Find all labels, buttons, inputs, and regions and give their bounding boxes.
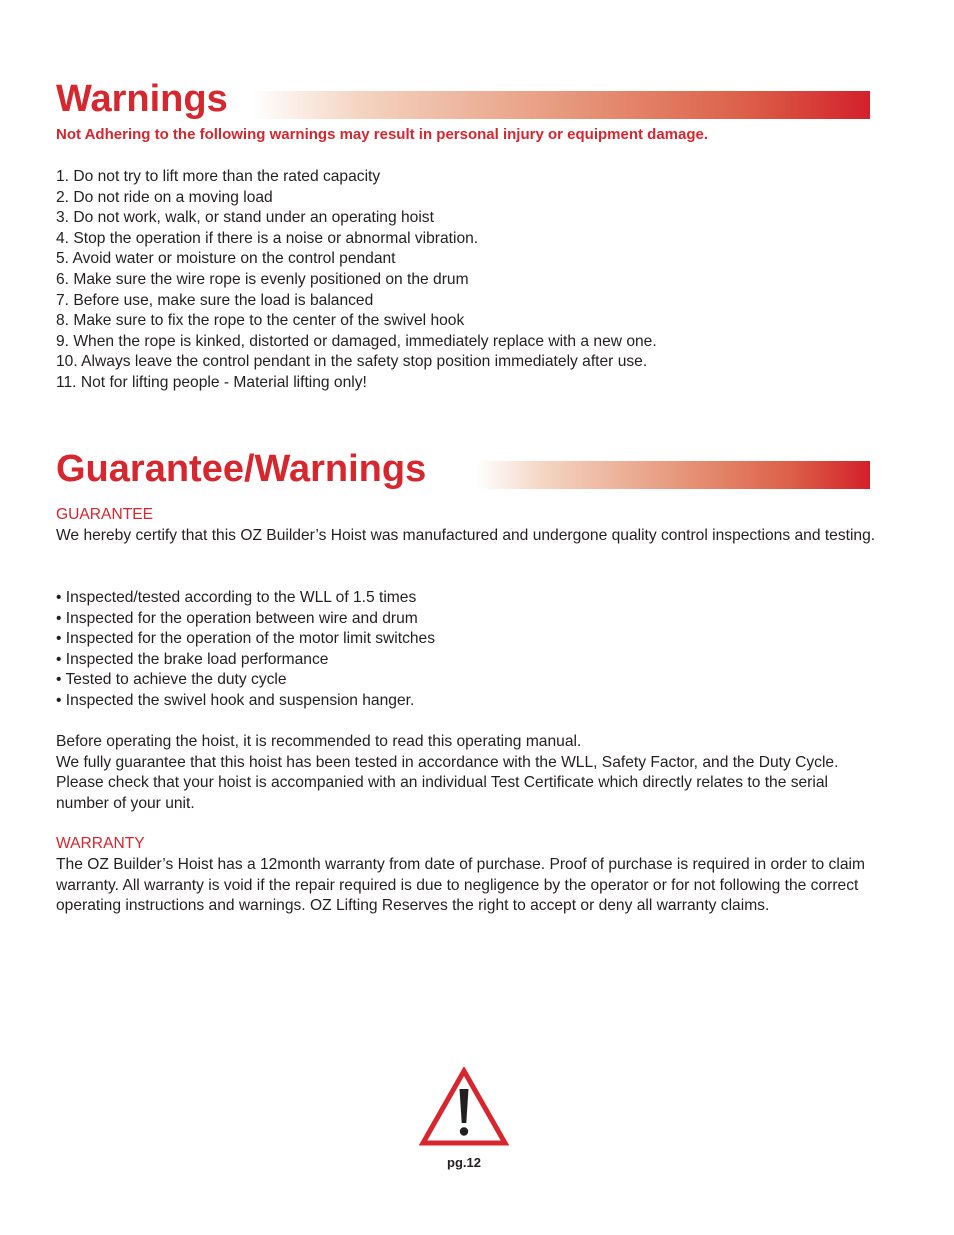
list-item: 9. When the rope is kinked, distorted or damaged, immediately replace with a new one. [56, 332, 657, 350]
guarantee-heading [56, 449, 870, 489]
list-item: 3. Do not work, walk, or stand under an operating hoist [56, 209, 434, 227]
list-item: 10. Always leave the control pendant in the safety stop position immediately after use. [56, 353, 648, 371]
warranty-text: The OZ Builder’s Hoist has a 12month warranty from date of purchase. Proof of purchase is required in order to claim warranty. All warranty is void if the repair required is due to negligence by the operator or for not following the correct operating instructions and warnings. OZ Lifting Reserves the right to accept or deny all warranty claims. [56, 856, 865, 915]
list-item: • Tested to achieve the duty cycle [56, 671, 287, 689]
warnings-subtitle: Not Adhering to the following warnings may result in personal injury or equipment damage. [56, 126, 709, 143]
list-item: • Inspected the brake load performance [56, 650, 329, 668]
list-item: 1. Do not try to lift more than the rated capacity [56, 168, 381, 185]
list-item: 4. Stop the operation if there is a noise or abnormal vibration. [56, 229, 479, 247]
operate-line-2: We fully guarantee that this hoist has been tested in accordance with the WLL, Safety Factor, and the Duty Cycle. Please check that your hoist is accompanied with an individual Test Certificate which directly relates to the serial number of your unit. [56, 753, 839, 812]
operating-paragraph [56, 732, 876, 814]
heading-gradient-bar [476, 461, 870, 489]
warning-triangle-icon [419, 1067, 509, 1147]
list-item: 2. Do not ride on a moving load [56, 188, 273, 206]
page-number: pg.12 [447, 1155, 481, 1170]
warnings-title: Warnings [56, 79, 236, 119]
list-item: • Inspected/tested according to the WLL of 1.5 times [56, 589, 417, 606]
heading-gradient-bar [252, 91, 870, 119]
inspection-list [56, 588, 435, 712]
list-item: 8. Make sure to fix the rope to the center of the swivel hook [56, 312, 465, 330]
list-item: • Inspected the swivel hook and suspension hanger. [56, 691, 415, 709]
guarantee-intro: We hereby certify that this OZ Builder’s Hoist was manufactured and undergone quality control inspections and testing. [56, 527, 876, 544]
warranty-label: WARRANTY [56, 835, 145, 852]
guarantee-title: Guarantee/Warnings [56, 449, 434, 489]
list-item: 7. Before use, make sure the load is balanced [56, 291, 374, 309]
list-item: 6. Make sure the wire rope is evenly positioned on the drum [56, 270, 469, 288]
list-item: 11. Not for lifting people - Material lifting only! [56, 373, 367, 391]
list-item: • Inspected for the operation of the motor limit switches [56, 630, 436, 648]
operate-line-1: Before operating the hoist, it is recommended to read this operating manual. [56, 733, 582, 750]
warnings-list [56, 167, 657, 394]
list-item: • Inspected for the operation between wire and drum [56, 609, 418, 627]
warnings-heading [56, 79, 870, 119]
list-item: 5. Avoid water or moisture on the control pendant [56, 250, 396, 268]
guarantee-label: GUARANTEE [56, 506, 154, 523]
